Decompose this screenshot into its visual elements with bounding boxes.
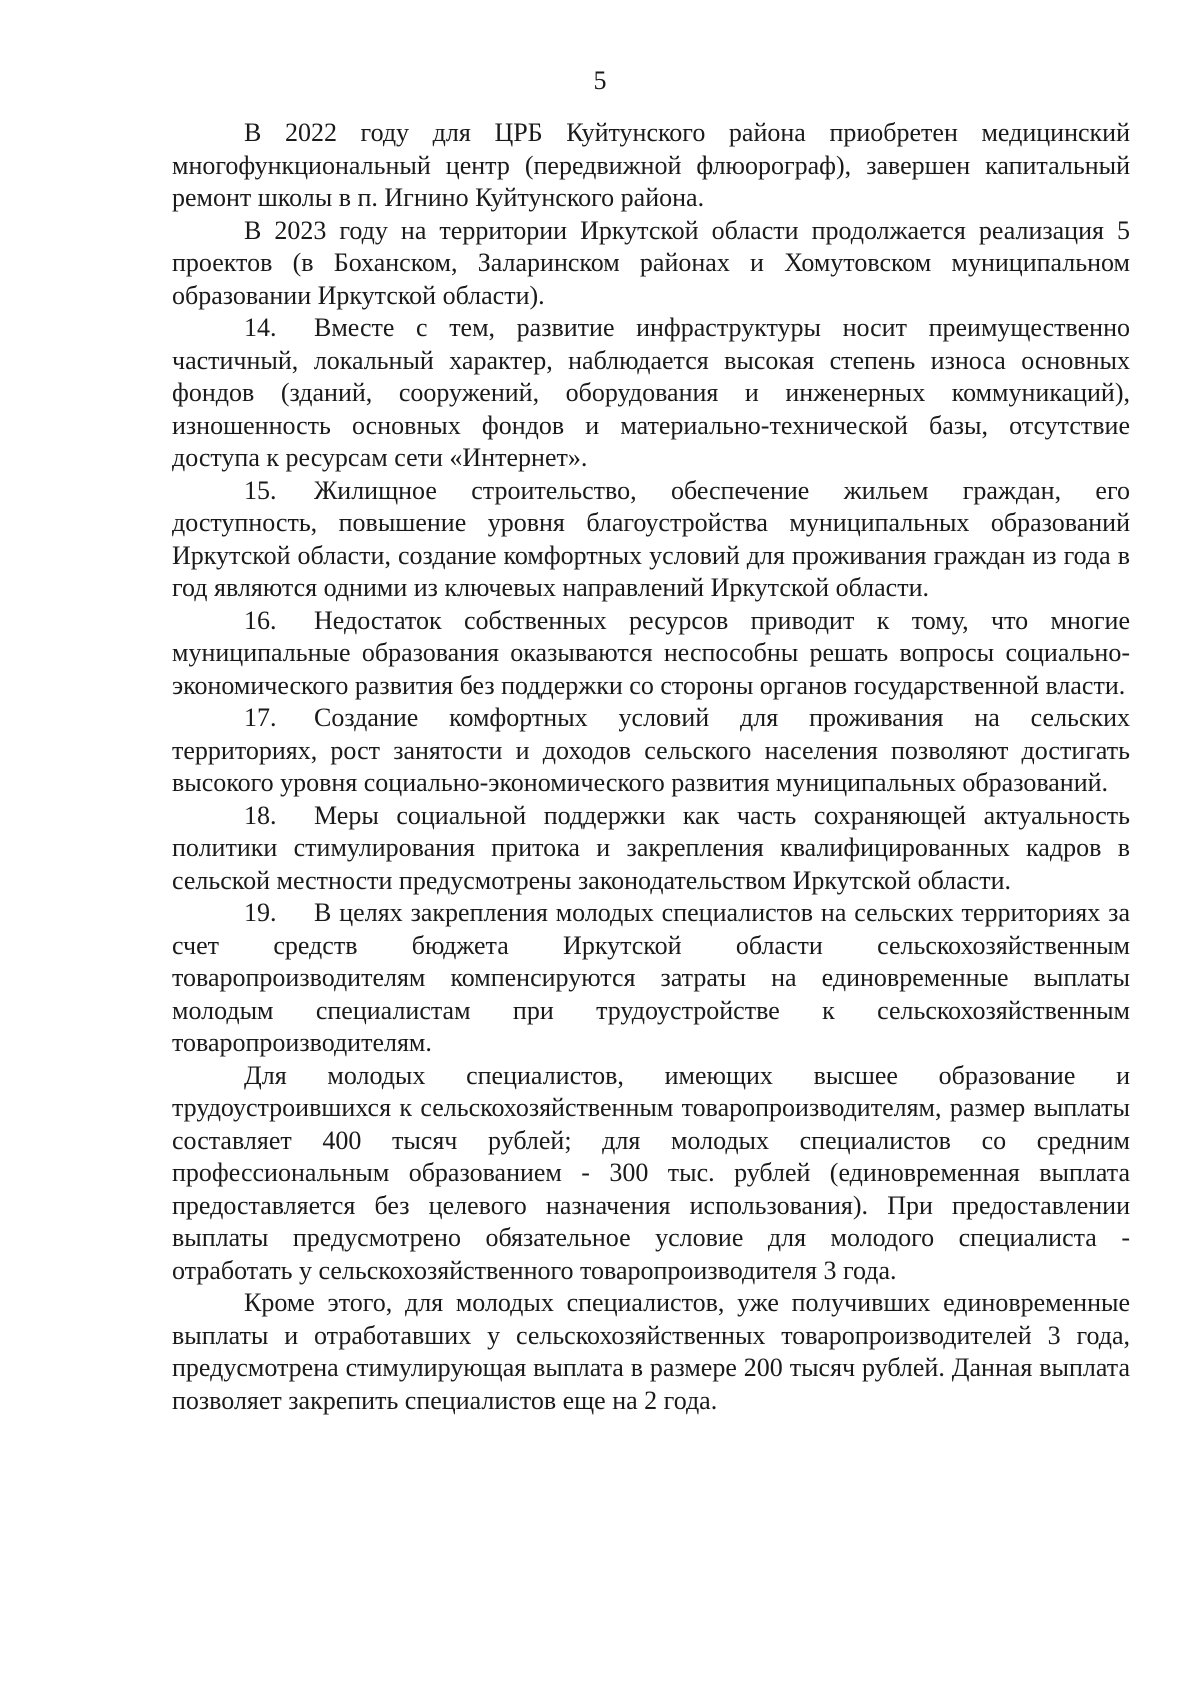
paragraph-text: Для молодых специалистов, имеющих высшее образование и трудоустроившихся к сельскохозяйственным товаропроизводителям, размер выплаты составляет 400 тысяч рублей; для молодых специалистов со средним профессиональным образованием - 300 тыс. рублей (единовременная выплата предоставляется без целевого назначения использования). При предоставлении выплаты предусмотрено обязательное условие для молодого специалиста - отработать у сельскохозяйственного товаропроизводителя 3 года. xyxy=(172,1060,1130,1285)
paragraph-text: Кроме этого, для молодых специалистов, уже получивших единовременные выплаты и отработавших у сельскохозяйственных товаропроизводителей 3 года, предусмотрена стимулирующая выплата в размере 200 тысяч рублей. Данная выплата позволяет закрепить специалистов еще на 2 года. xyxy=(172,1288,1130,1415)
paragraph-text: В 2022 году для ЦРБ Куйтунского района приобретен медицинский многофункциональный центр (передвижной флюорограф), завершен капитальный ремонт школы в п. Игнино Куйтунского района. xyxy=(172,118,1130,212)
paragraph-number: 14. xyxy=(244,313,277,342)
paragraph-text: В целях закрепления молодых специалистов на сельских территориях за счет средств бюджета Иркутской области сельскохозяйственным товаропроизводителям компенсируются затраты на единовременные выплаты молодым специалистам при трудоустройстве к сельскохозяйственным товаропроизводителям. xyxy=(172,898,1130,1057)
paragraph-text: Меры социальной поддержки как часть сохраняющей актуальность политики стимулирования притока и закрепления квалифицированных кадров в сельской местности предусмотрены законодательством Иркутской области. xyxy=(172,800,1130,895)
paragraph-14 xyxy=(172,312,1130,475)
paragraph-text: Создание комфортных условий для проживания на сельских территориях, рост занятости и доходов сельского населения позволяют достигать высокого уровня социально-экономического развития муниципальных образований. xyxy=(172,703,1130,797)
paragraph-18 xyxy=(172,800,1130,898)
paragraph-17 xyxy=(172,702,1130,800)
paragraph-text: Жилищное строительство, обеспечение жильем граждан, его доступность, повышение уровня благоустройства муниципальных образований Иркутской области, создание комфортных условий для проживания граждан из года в год являются одними из ключевых направлений Иркутской области. xyxy=(172,475,1130,602)
paragraph-text: Недостаток собственных ресурсов приводит к тому, что многие муниципальные образования оказываются неспособны решать вопросы социально-экономического развития без поддержки со стороны органов государственной власти. xyxy=(172,605,1130,700)
paragraph-number: 16. xyxy=(244,605,277,635)
paragraph-2022-projects xyxy=(172,117,1130,215)
paragraph-text: Вместе с тем, развитие инфраструктуры носит преимущественно частичный, локальный характер, наблюдается высокая степень износа основных фондов (зданий, сооружений, оборудования и инженерных коммуникаций), изношенность основных фондов и материально-технической базы, отсутствие доступа к ресурсам сети «Интернет». xyxy=(172,313,1130,472)
paragraph-number: 15. xyxy=(244,475,277,505)
paragraph-number: 19. xyxy=(244,898,277,927)
paragraph-stimulating-payment xyxy=(172,1287,1130,1417)
document-body xyxy=(172,117,1130,1417)
paragraph-payment-amounts xyxy=(172,1060,1130,1288)
paragraph-number: 18. xyxy=(244,800,277,830)
page-number: 5 xyxy=(593,66,607,95)
paragraph-2023-projects xyxy=(172,215,1130,313)
paragraph-16 xyxy=(172,605,1130,703)
paragraph-19 xyxy=(172,897,1130,1060)
paragraph-15 xyxy=(172,475,1130,605)
paragraph-number: 17. xyxy=(244,703,277,732)
paragraph-text: В 2023 году на территории Иркутской области продолжается реализация 5 проектов (в Боханском, Заларинском районах и Хомутовском муниципальном образовании Иркутской области). xyxy=(172,215,1130,310)
